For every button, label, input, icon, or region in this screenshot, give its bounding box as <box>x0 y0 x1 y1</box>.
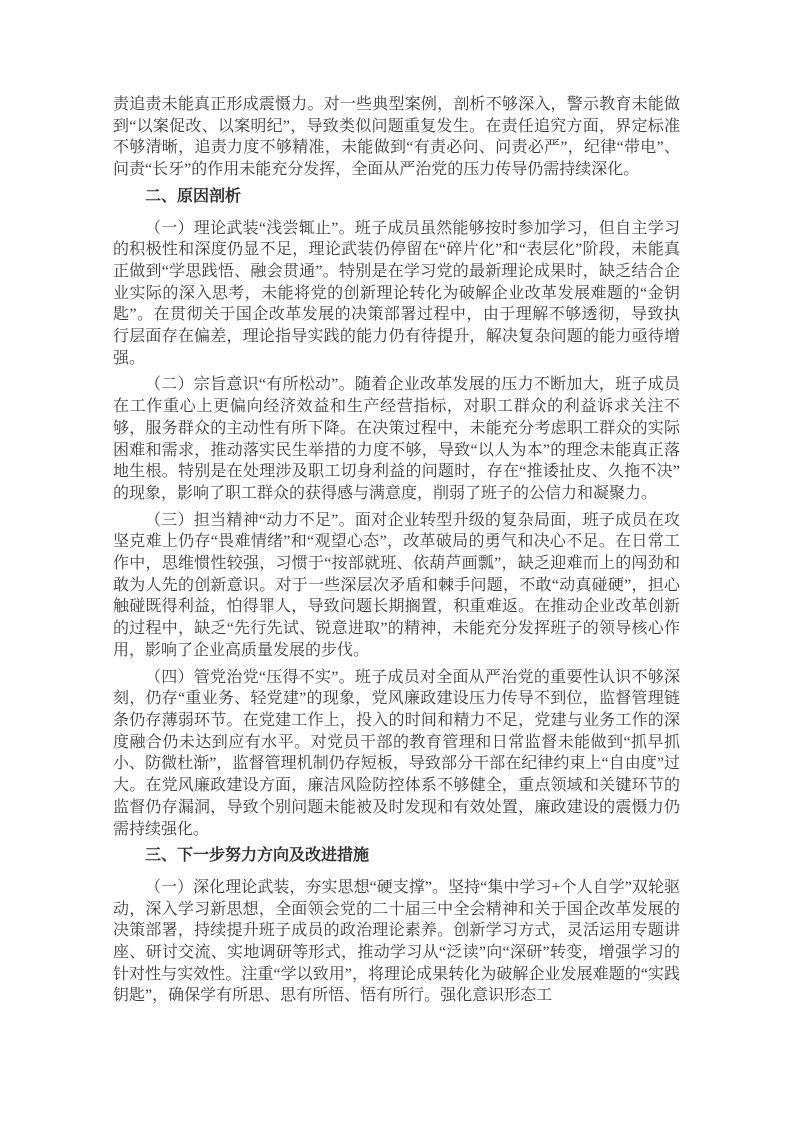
paragraph-cause-purpose-awareness: （二）宗旨意识“有所松动”。随着企业改革发展的压力不断加大，班子成员在工作重心上更偏向经济效益和生产经营指标，对职工群众的利益诉求关注不够，服务群众的主动性有所下降。在决策过程中，未能充分考虑职工群众的实际困难和需求，推动落实民生举措的力度不够，导致“以人为本”的理念未能真正落地生根。特别是在处理涉及职工切身利益的问题时，存在“推诿扯皮、久拖不决”的现象，影响了职工群众的获得感与满意度，削弱了班子的公信力和凝聚力。 <box>113 376 680 502</box>
section-heading-improvement-measures: 三、下一步努力方向及改进措施 <box>145 847 370 865</box>
paragraph-cause-responsibility-spirit: （三）担当精神“动力不足”。面对企业转型升级的复杂局面，班子成员在攻坚克难上仍存“畏难情绪”和“观望心态”，改革破局的勇气和决心不足。在日常工作中，思维惯性较强，习惯于“按部就班、依葫芦画瓢”，缺乏迎难而上的闯劲和敢为人先的创新意识。对于一些深层次矛盾和棘手问题，不敢“动真碰硬”，担心触碰既得利益，怕得罪人，导致问题长期搁置，积重难返。在推动企业改革创新的过程中，缺乏“先行先试、锐意进取”的精神，未能充分发挥班子的领导核心作用，影响了企业高质量发展的步伐。 <box>113 511 680 659</box>
paragraph-accountability-continuation: 责追责未能真正形成震慑力。对一些典型案例，剖析不够深入，警示教育未能做到“以案促改、以案明纪”，导致类似问题重复发生。在责任追究方面，界定标准不够清晰，追责力度不够精准，未能做到“有责必问、问责必严”，纪律“带电”、问责“长牙”的作用未能充分发挥，全面从严治党的压力传导仍需持续深化。 <box>113 96 680 179</box>
paragraph-measure-deepen-theory: （一）深化理论武装，夯实思想“硬支撑”。坚持“集中学习+个人自学”双轮驱动，深入学习新思想，全面领会党的二十届三中全会精神和关于国企改革发展的决策部署，持续提升班子成员的政治理论素养。创新学习方式，灵活运用专题讲座、研讨交流、实地调研等形式，推动学习从“泛读”向“深研”转变，增强学习的针对性与实效性。注重“学以致用”，将理论成果转化为破解企业发展难题的“实践钥匙”，确保学有所思、思有所悟、悟有所行。强化意识形态工 <box>113 878 680 1005</box>
section-heading-cause-analysis: 二、原因剖析 <box>145 187 242 205</box>
paragraph-cause-party-governance: （四）管党治党“压得不实”。班子成员对全面从严治党的重要性认识不够深刻，仍存“重业务、轻党建”的现象，党风廉政建设压力传导不到位，监督管理链条仍存薄弱环节。在党建工作上，投入的时间和精力不足，党建与业务工作的深度融合仍未达到应有水平。对党员干部的教育管理和日常监督未能做到“抓早抓小、防微杜渐”，监督管理机制仍存短板，导致部分干部在纪律约束上“自由度”过大。在党风廉政建设方面，廉洁风险防控体系不够健全，重点领域和关键环节的监督仍存漏洞，导致个别问题未能被及时发现和有效处置，廉政建设的震慑力仍需持续强化。 <box>113 668 680 838</box>
paragraph-cause-theory-arming: （一）理论武装“浅尝辄止”。班子成员虽然能够按时参加学习，但自主学习的积极性和深度仍显不足，理论武装仍停留在“碎片化”和“表层化”阶段，未能真正做到“学思践悟、融会贯通”。特别是在学习党的最新理论成果时，缺乏结合企业实际的深入思考，未能将党的创新理论转化为破解企业改革发展难题的“金钥匙”。在贯彻关于国企改革发展的决策部署过程中，由于理解不够透彻，导致执行层面存在偏差，理论指导实践的能力仍有待提升，解决复杂问题的能力亟待增强。 <box>113 219 680 367</box>
